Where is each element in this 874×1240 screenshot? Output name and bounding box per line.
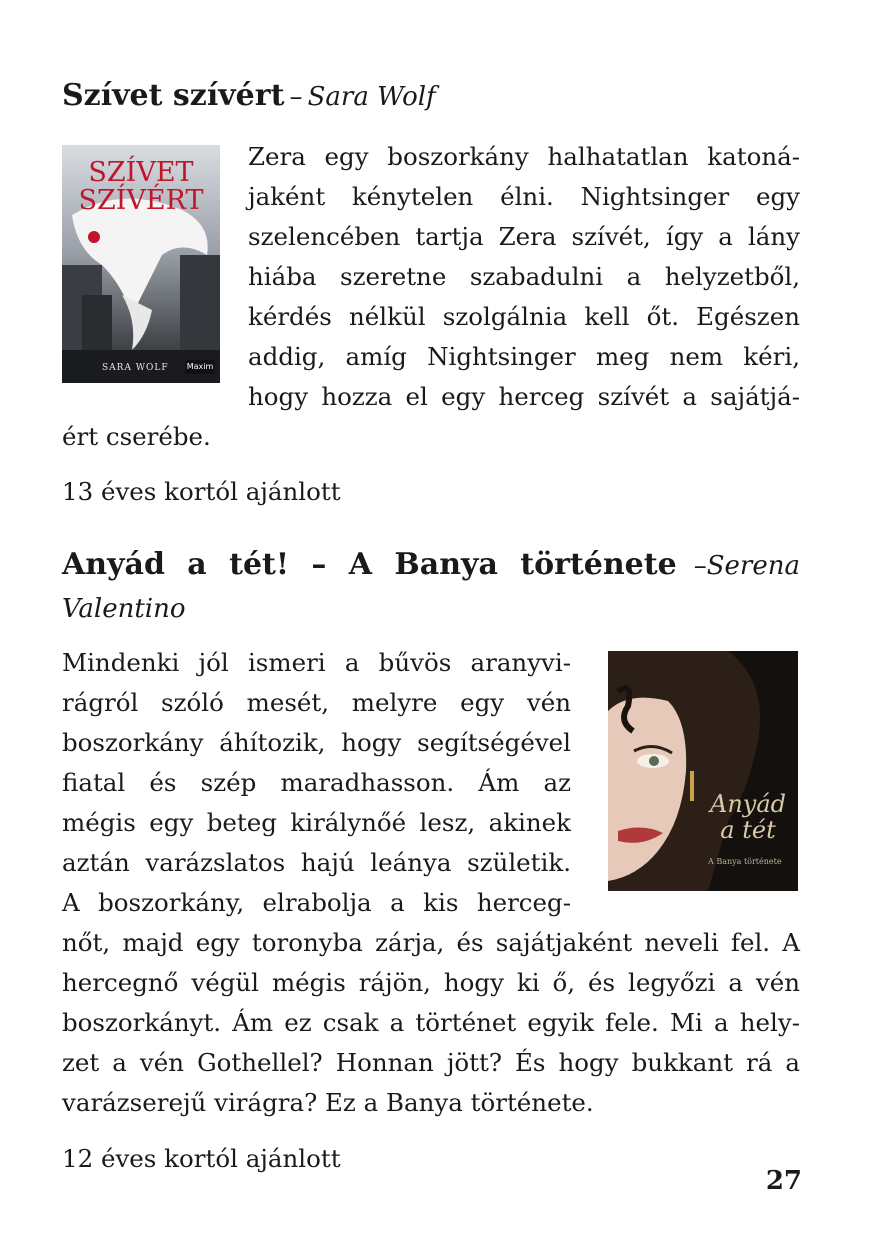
book2-line-6: aztán varázslatos hajú leánya születik. [62,848,571,877]
book2-age: 12 éves kortól ajánlott [62,1144,341,1173]
book1-line-2: jaként kénytelen élni. Nightsinger egy [248,182,800,211]
book1-cover-title [62,159,220,215]
book2-line-10: boszorkányt. Ám ez csak a történet egyik fele. Mi a hely- [62,1008,800,1037]
book2-cover-title [700,791,796,843]
book2-line-12: varázserejű virágra? Ez a Banya története. [62,1088,594,1117]
book1-heading [62,78,436,113]
book2-cover-art [608,651,798,891]
book2-line-7: A boszorkány, elrabolja a kis herceg- [62,888,571,917]
book2-heading [62,547,800,582]
book1-line-8: ért cserébe. [62,422,211,451]
book1-cover [62,145,220,383]
book1-line-4: hiába szeretne szabadulni a helyzetből, [248,262,800,291]
book1-author: Sara Wolf [307,82,436,112]
book2-line-1: Mindenki jól ismeri a bűvös aranyvi- [62,648,571,677]
book2-line-5: mégis egy beteg királynőé lesz, akinek [62,808,571,837]
book1-line-5: kérdés nélkül szolgálnia kell őt. Egészen [248,302,800,331]
book2-line-9: hercegnő végül mégis rájön, hogy ki ő, és legyőzi a vén [62,968,800,997]
book1-cover-title-line1: SZÍVET [88,157,194,188]
book1-cover-author: SARA WOLF [102,363,169,373]
book1-cover-publisher: Maxim [185,360,215,374]
book2-cover-title-line1: Anyád [709,790,787,818]
book1-line-7: hogy hozza el egy herceg szívét a sajátjá- [248,382,800,411]
page-number: 27 [765,1166,802,1196]
book1-dash: – [289,82,303,112]
book1-line-1: Zera egy boszorkány halhatatlan katoná- [248,142,800,171]
book1-cover-title-line2: SZÍVÉRT [78,185,204,216]
book2-title: Anyád a tét! – A Banya története [62,547,677,582]
book2-cover-subtitle: A Banya története [708,857,782,866]
book1-line-6: addig, amíg Nightsinger meg nem kéri, [248,342,800,371]
book1-line-3: szelencében tartja Zera szívét, így a lány [248,222,800,251]
book2-cover-title-line2: a tét [720,816,776,844]
book2-line-2: rágról szóló mesét, melyre egy vén [62,688,571,717]
book2-author-line2: Valentino [62,594,186,624]
book1-title: Szívet szívért [62,78,285,113]
book2-line-11: zet a vén Gothellel? Honnan jött? És hogy bukkant rá a [62,1048,800,1077]
book1-age: 13 éves kortól ajánlott [62,477,341,506]
book2-cover [608,651,798,891]
book2-dash: – [693,551,707,581]
book2-author-line1: Serena [706,551,800,581]
book2-line-3: boszorkány áhítozik, hogy segítségével [62,728,571,757]
book2-line-8: nőt, majd egy toronyba zárja, és sajátjaként neveli fel. A [62,928,800,957]
book2-line-4: fiatal és szép maradhasson. Ám az [62,768,571,797]
